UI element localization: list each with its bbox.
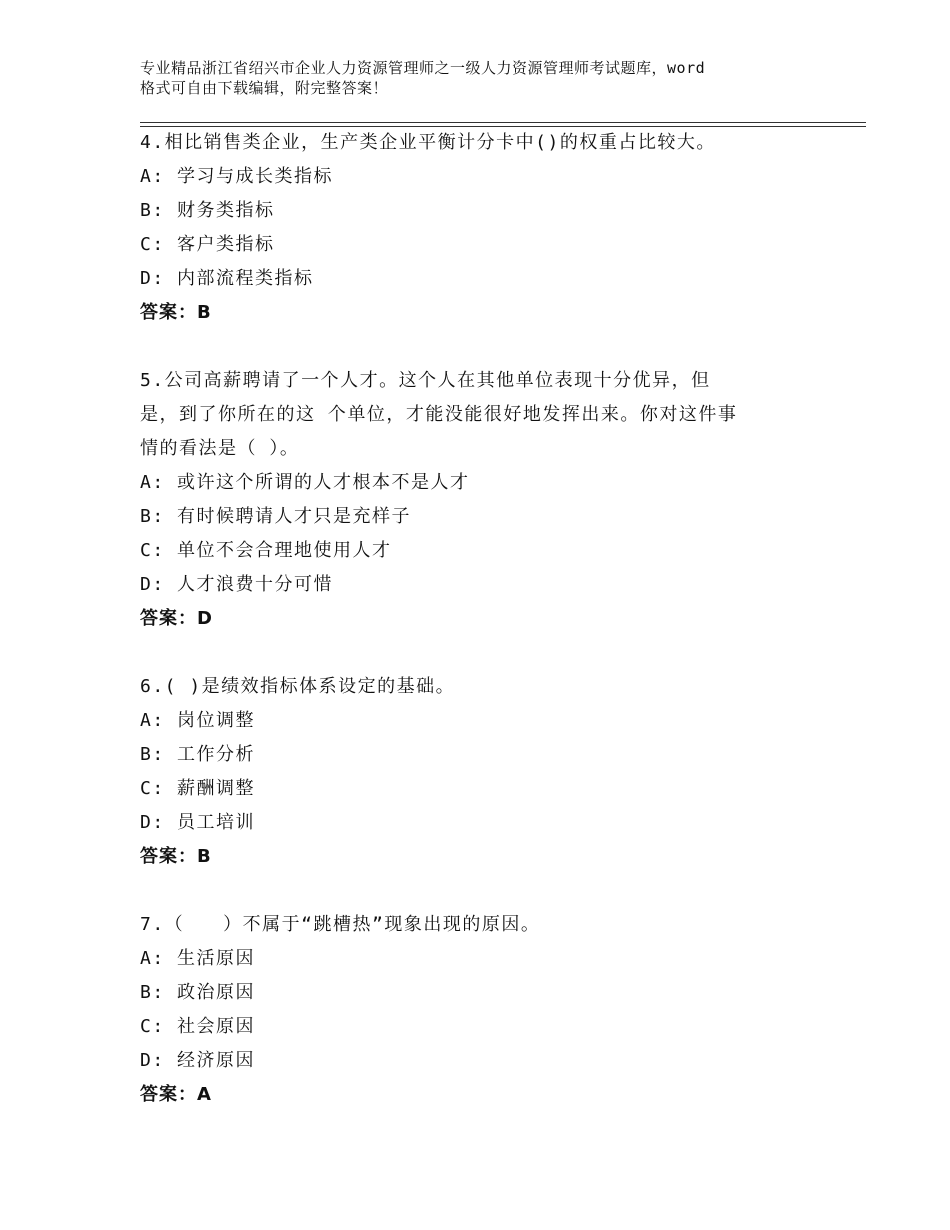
question-stem: 5.公司高薪聘请了一个人才。这个人在其他单位表现十分优异，但	[140, 370, 711, 391]
answer-line: 答案：B	[140, 846, 212, 867]
question-stem: 4.相比销售类企业，生产类企业平衡计分卡中()的权重占比较大。	[140, 132, 716, 153]
header-line-1: 专业精品浙江省绍兴市企业人力资源管理师之一级人力资源管理师考试题库，word	[140, 59, 706, 77]
header-line-2: 格式可自由下载编辑，附完整答案！	[140, 79, 389, 97]
option-c: C: 客户类指标	[140, 234, 275, 255]
question-7	[140, 908, 860, 1112]
question-spacer	[140, 874, 860, 908]
option-b: B: 政治原因	[140, 982, 256, 1003]
question-5	[140, 364, 860, 636]
document-header	[140, 58, 830, 98]
option-c: C: 单位不会合理地使用人才	[140, 540, 392, 561]
question-list	[140, 126, 860, 1112]
option-d: D: 内部流程类指标	[140, 268, 314, 289]
question-stem: 6.( )是绩效指标体系设定的基础。	[140, 676, 456, 697]
question-stem: 是，到了你所在的这 个单位，才能没能很好地发挥出来。你对这件事	[140, 404, 738, 425]
answer-line: 答案：A	[140, 1084, 212, 1105]
question-spacer	[140, 636, 860, 670]
option-d: D: 人才浪费十分可惜	[140, 574, 334, 595]
option-b: B: 有时候聘请人才只是充样子	[140, 506, 412, 527]
option-b: B: 财务类指标	[140, 200, 275, 221]
option-d: D: 员工培训	[140, 812, 256, 833]
question-6	[140, 670, 860, 874]
option-a: A: 或许这个所谓的人才根本不是人才	[140, 472, 470, 493]
option-d: D: 经济原因	[140, 1050, 256, 1071]
question-stem: 情的看法是（ ）。	[140, 438, 300, 459]
option-b: B: 工作分析	[140, 744, 256, 765]
question-stem: 7.（ ）不属于“跳槽热”现象出现的原因。	[140, 914, 541, 935]
question-spacer	[140, 330, 860, 364]
header-divider-top	[140, 122, 866, 123]
option-a: A: 岗位调整	[140, 710, 256, 731]
option-c: C: 薪酬调整	[140, 778, 256, 799]
answer-line: 答案：B	[140, 302, 212, 323]
option-a: A: 学习与成长类指标	[140, 166, 334, 187]
answer-line: 答案：D	[140, 608, 213, 629]
option-c: C: 社会原因	[140, 1016, 256, 1037]
option-a: A: 生活原因	[140, 948, 256, 969]
question-4	[140, 126, 860, 330]
